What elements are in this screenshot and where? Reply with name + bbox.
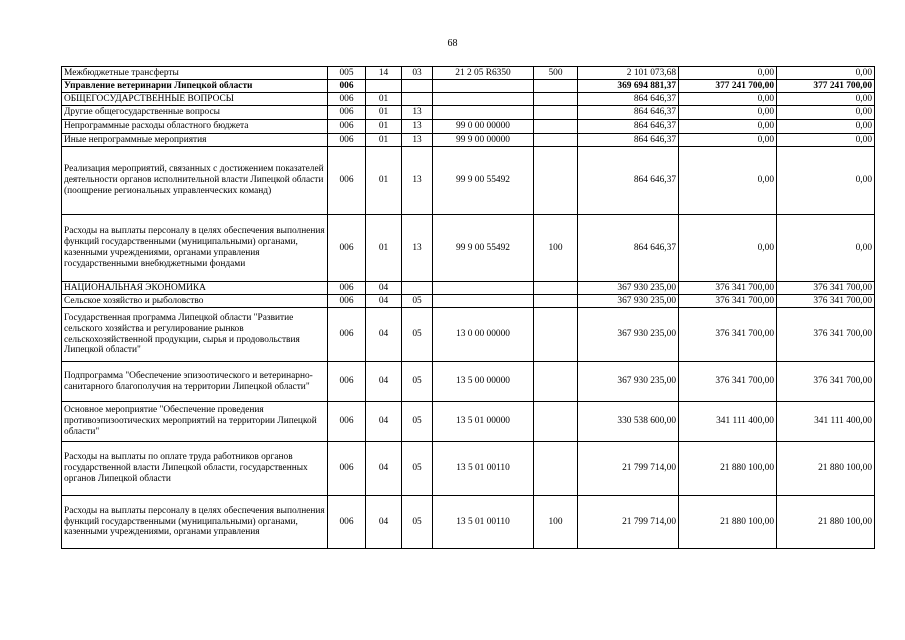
amount-year3-cell: 0,00 [777, 93, 875, 106]
row-name-cell: Управление ветеринарии Липецкой области [62, 80, 328, 93]
amount-year3-cell: 0,00 [777, 215, 875, 282]
table-row [62, 496, 875, 549]
amount-year1-cell: 367 930 235,00 [578, 282, 679, 295]
expense-type-cell [534, 282, 578, 295]
amount-year1-cell: 330 538 600,00 [578, 402, 679, 442]
subsection-code-cell [402, 80, 433, 93]
amount-year3-cell: 376 341 700,00 [777, 295, 875, 308]
target-article-cell: 13 5 01 00110 [433, 442, 534, 496]
table-row [62, 147, 875, 215]
subsection-code-cell: 05 [402, 295, 433, 308]
row-name-cell: ОБЩЕГОСУДАРСТВЕННЫЕ ВОПРОСЫ [62, 93, 328, 106]
expense-type-cell: 100 [534, 496, 578, 549]
amount-year1-cell: 21 799 714,00 [578, 496, 679, 549]
page-number: 68 [447, 38, 458, 49]
target-article-cell: 99 9 00 55492 [433, 147, 534, 215]
amount-year3-cell: 0,00 [777, 106, 875, 120]
section-code-cell: 01 [366, 147, 402, 215]
row-name-cell: Межбюджетные трансферты [62, 67, 328, 80]
section-code-cell: 04 [366, 402, 402, 442]
ministry-code-cell: 006 [328, 215, 366, 282]
amount-year2-cell: 376 341 700,00 [679, 362, 777, 402]
ministry-code-cell: 006 [328, 362, 366, 402]
amount-year3-cell: 0,00 [777, 67, 875, 80]
amount-year2-cell: 21 880 100,00 [679, 442, 777, 496]
section-code-cell: 04 [366, 496, 402, 549]
ministry-code-cell: 006 [328, 496, 366, 549]
row-name-cell: НАЦИОНАЛЬНАЯ ЭКОНОМИКА [62, 282, 328, 295]
table-row [62, 215, 875, 282]
ministry-code-cell: 006 [328, 106, 366, 120]
subsection-code-cell [402, 93, 433, 106]
amount-year3-cell: 21 880 100,00 [777, 442, 875, 496]
target-article-cell: 13 5 01 00110 [433, 496, 534, 549]
amount-year1-cell: 369 694 881,37 [578, 80, 679, 93]
section-code-cell: 04 [366, 308, 402, 362]
table-row [62, 442, 875, 496]
expense-type-cell [534, 402, 578, 442]
amount-year1-cell: 21 799 714,00 [578, 442, 679, 496]
amount-year2-cell: 0,00 [679, 120, 777, 134]
target-article-cell [433, 295, 534, 308]
table-row [62, 93, 875, 106]
subsection-code-cell: 13 [402, 147, 433, 215]
amount-year2-cell: 0,00 [679, 106, 777, 120]
amount-year2-cell: 341 111 400,00 [679, 402, 777, 442]
ministry-code-cell: 006 [328, 93, 366, 106]
amount-year1-cell: 367 930 235,00 [578, 295, 679, 308]
ministry-code-cell: 006 [328, 134, 366, 147]
amount-year2-cell: 0,00 [679, 67, 777, 80]
row-name-cell: Расходы на выплаты персоналу в целях обеспечения выполнения функций государственными (муниципальными) органами, казенными учреждениями, органами управления государственными внебюджетными фондами [62, 215, 328, 282]
row-name-cell: Расходы на выплаты персоналу в целях обеспечения выполнения функций государственными (муниципальными) органами, казенными учреждениями, органами управления [62, 496, 328, 549]
section-code-cell: 01 [366, 106, 402, 120]
section-code-cell: 14 [366, 67, 402, 80]
amount-year2-cell: 376 341 700,00 [679, 282, 777, 295]
amount-year1-cell: 864 646,37 [578, 215, 679, 282]
target-article-cell [433, 93, 534, 106]
amount-year2-cell: 21 880 100,00 [679, 496, 777, 549]
amount-year2-cell: 0,00 [679, 134, 777, 147]
amount-year3-cell: 376 341 700,00 [777, 308, 875, 362]
table-row [62, 80, 875, 93]
expense-type-cell [534, 308, 578, 362]
target-article-cell: 99 0 00 00000 [433, 120, 534, 134]
subsection-code-cell: 03 [402, 67, 433, 80]
ministry-code-cell: 005 [328, 67, 366, 80]
ministry-code-cell: 006 [328, 402, 366, 442]
expense-type-cell [534, 147, 578, 215]
ministry-code-cell: 006 [328, 80, 366, 93]
row-name-cell: Другие общегосударственные вопросы [62, 106, 328, 120]
subsection-code-cell: 05 [402, 442, 433, 496]
amount-year2-cell: 376 341 700,00 [679, 308, 777, 362]
amount-year1-cell: 864 646,37 [578, 106, 679, 120]
amount-year3-cell: 21 880 100,00 [777, 496, 875, 549]
expense-type-cell [534, 295, 578, 308]
table-row [62, 106, 875, 120]
subsection-code-cell: 05 [402, 496, 433, 549]
subsection-code-cell [402, 282, 433, 295]
expense-type-cell [534, 120, 578, 134]
row-name-cell: Непрограммные расходы областного бюджета [62, 120, 328, 134]
amount-year1-cell: 864 646,37 [578, 93, 679, 106]
section-code-cell: 04 [366, 295, 402, 308]
amount-year1-cell: 864 646,37 [578, 134, 679, 147]
row-name-cell: Иные непрограммные мероприятия [62, 134, 328, 147]
target-article-cell: 21 2 05 R6350 [433, 67, 534, 80]
row-name-cell: Сельское хозяйство и рыболовство [62, 295, 328, 308]
section-code-cell: 04 [366, 442, 402, 496]
section-code-cell: 04 [366, 282, 402, 295]
expense-type-cell [534, 80, 578, 93]
target-article-cell: 13 5 01 00000 [433, 402, 534, 442]
section-code-cell: 01 [366, 120, 402, 134]
expense-type-cell: 500 [534, 67, 578, 80]
table-row [62, 402, 875, 442]
table-row [62, 120, 875, 134]
ministry-code-cell: 006 [328, 147, 366, 215]
row-name-cell: Государственная программа Липецкой области "Развитие сельского хозяйства и регулирование рынков сельскохозяйственной продукции, сырья и продовольствия Липецкой области" [62, 308, 328, 362]
expense-type-cell [534, 134, 578, 147]
section-code-cell: 04 [366, 362, 402, 402]
amount-year3-cell: 341 111 400,00 [777, 402, 875, 442]
amount-year1-cell: 367 930 235,00 [578, 308, 679, 362]
table-row [62, 295, 875, 308]
amount-year1-cell: 367 930 235,00 [578, 362, 679, 402]
target-article-cell: 13 0 00 00000 [433, 308, 534, 362]
amount-year3-cell: 377 241 700,00 [777, 80, 875, 93]
amount-year2-cell: 377 241 700,00 [679, 80, 777, 93]
amount-year1-cell: 864 646,37 [578, 120, 679, 134]
target-article-cell: 13 5 00 00000 [433, 362, 534, 402]
ministry-code-cell: 006 [328, 282, 366, 295]
subsection-code-cell: 13 [402, 134, 433, 147]
amount-year2-cell: 0,00 [679, 215, 777, 282]
target-article-cell: 99 9 00 00000 [433, 134, 534, 147]
table-row [62, 308, 875, 362]
row-name-cell: Расходы на выплаты по оплате труда работников органов государственной власти Липецкой области, государственных органов Липецкой области [62, 442, 328, 496]
expense-type-cell [534, 442, 578, 496]
row-name-cell: Реализация мероприятий, связанных с достижением показателей деятельности органов исполнительной власти Липецкой области (поощрение региональных управленческих команд) [62, 147, 328, 215]
section-code-cell [366, 80, 402, 93]
expense-type-cell [534, 106, 578, 120]
ministry-code-cell: 006 [328, 295, 366, 308]
amount-year2-cell: 376 341 700,00 [679, 295, 777, 308]
row-name-cell: Основное мероприятие "Обеспечение проведения противоэпизоотических мероприятий на территории Липецкой области" [62, 402, 328, 442]
subsection-code-cell: 13 [402, 120, 433, 134]
subsection-code-cell: 13 [402, 215, 433, 282]
target-article-cell [433, 80, 534, 93]
expense-type-cell [534, 93, 578, 106]
target-article-cell [433, 282, 534, 295]
subsection-code-cell: 05 [402, 402, 433, 442]
amount-year3-cell: 376 341 700,00 [777, 282, 875, 295]
subsection-code-cell: 05 [402, 308, 433, 362]
table-row [62, 134, 875, 147]
table-row [62, 362, 875, 402]
amount-year1-cell: 2 101 073,68 [578, 67, 679, 80]
amount-year3-cell: 0,00 [777, 134, 875, 147]
amount-year2-cell: 0,00 [679, 147, 777, 215]
table-body [62, 67, 875, 549]
amount-year1-cell: 864 646,37 [578, 147, 679, 215]
section-code-cell: 01 [366, 134, 402, 147]
budget-table [61, 66, 875, 549]
amount-year3-cell: 0,00 [777, 147, 875, 215]
row-name-cell: Подпрограмма "Обеспечение эпизоотического и ветеринарно-санитарного благополучия на территории Липецкой области" [62, 362, 328, 402]
section-code-cell: 01 [366, 93, 402, 106]
ministry-code-cell: 006 [328, 442, 366, 496]
target-article-cell: 99 9 00 55492 [433, 215, 534, 282]
ministry-code-cell: 006 [328, 120, 366, 134]
expense-type-cell [534, 362, 578, 402]
amount-year3-cell: 0,00 [777, 120, 875, 134]
amount-year3-cell: 376 341 700,00 [777, 362, 875, 402]
table-row [62, 282, 875, 295]
subsection-code-cell: 05 [402, 362, 433, 402]
section-code-cell: 01 [366, 215, 402, 282]
subsection-code-cell: 13 [402, 106, 433, 120]
table-row [62, 67, 875, 80]
expense-type-cell: 100 [534, 215, 578, 282]
amount-year2-cell: 0,00 [679, 93, 777, 106]
target-article-cell [433, 106, 534, 120]
ministry-code-cell: 006 [328, 308, 366, 362]
